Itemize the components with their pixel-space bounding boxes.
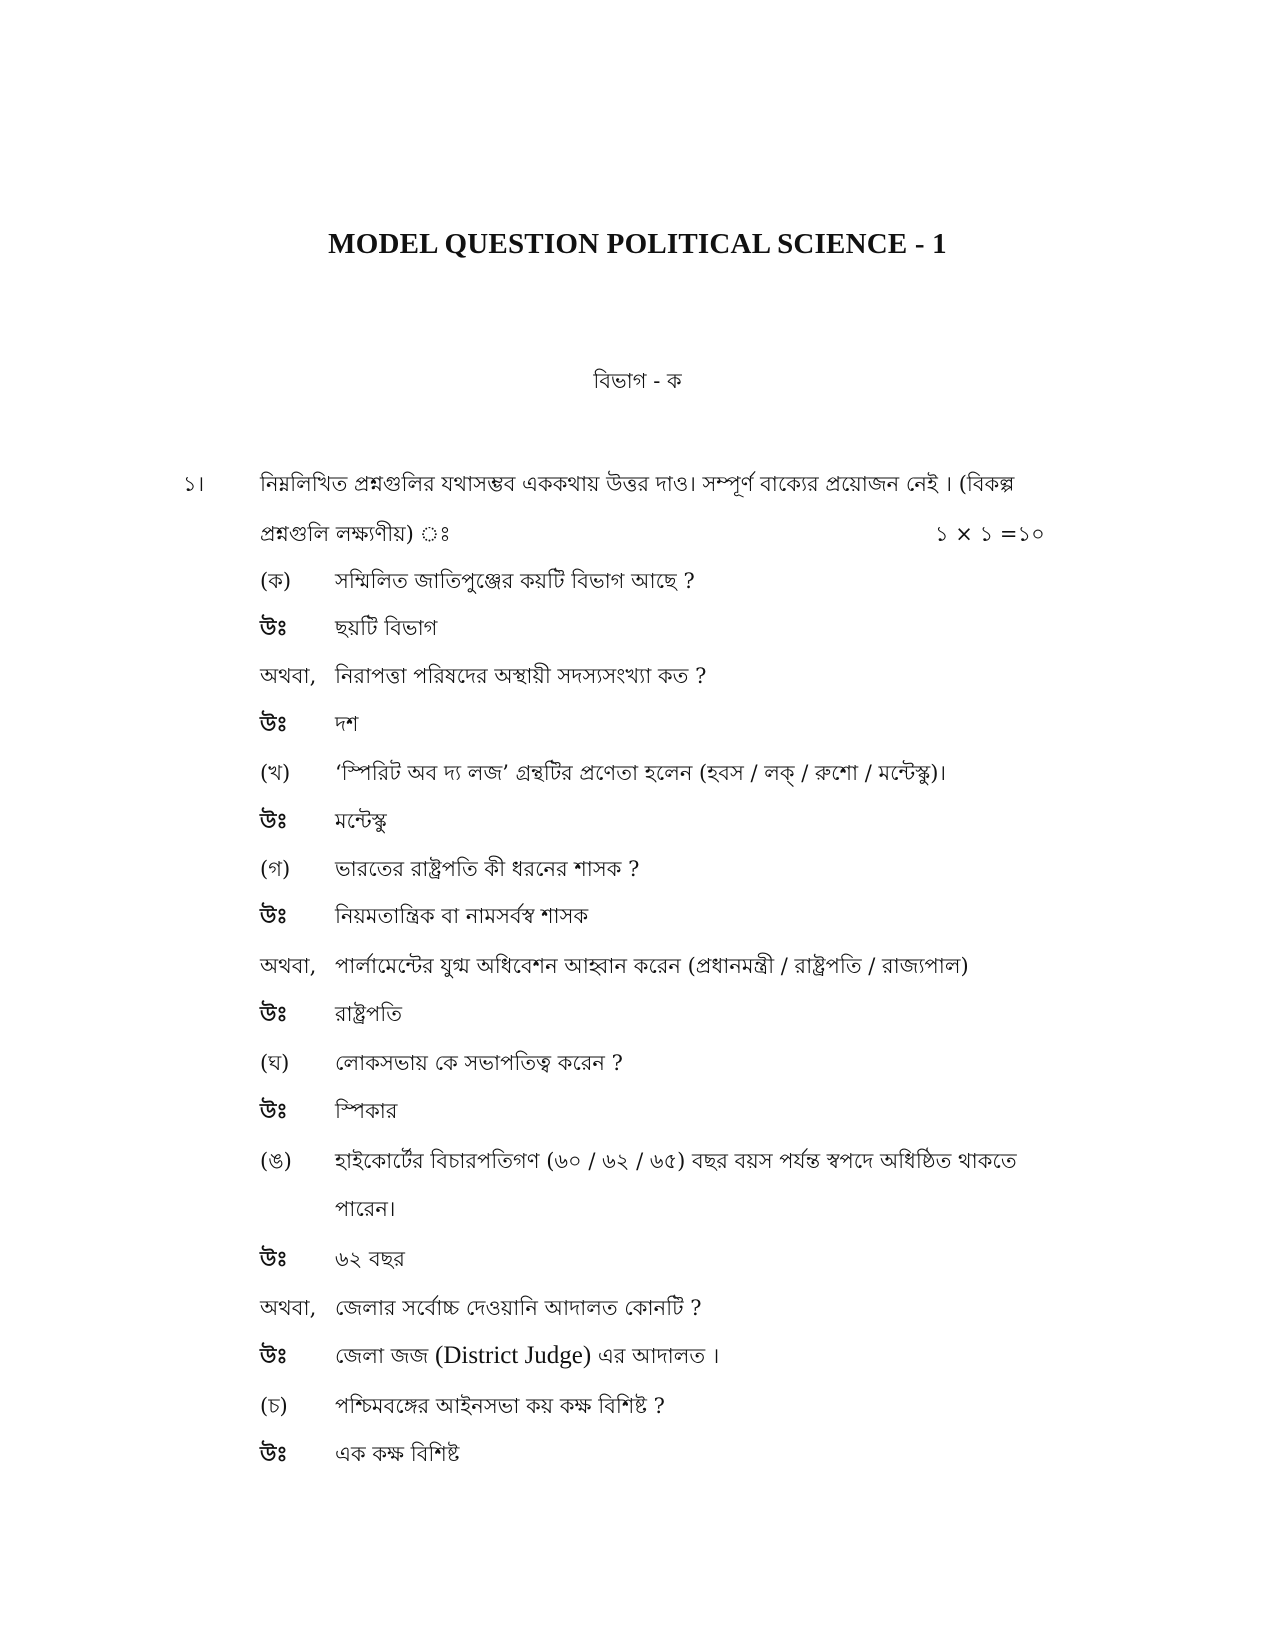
sub-question: [260, 565, 1060, 605]
item-text: সম্মিলিত জাতিপুঞ্জের কয়টি বিভাগ আছে ?: [335, 569, 695, 593]
answer-label: উঃ: [260, 1098, 288, 1123]
answer-label: উঃ: [260, 808, 288, 833]
answer-text: ছয়টি বিভাগ: [335, 616, 438, 640]
answer-text: নিয়মতান্ত্রিক বা নামসর্বস্ব শাসক: [335, 904, 589, 928]
answer-label: উঃ: [260, 615, 288, 640]
item-label: (ঙ): [260, 1149, 292, 1173]
answer-text: ৬২ বছর: [335, 1247, 405, 1271]
answer: [260, 1438, 1060, 1478]
answer: [260, 1095, 1060, 1135]
answer: [260, 612, 1060, 652]
answer-text: এক কক্ষ বিশিষ্ট: [335, 1442, 460, 1466]
answer: [260, 998, 1060, 1038]
question-instruction-line1: নিম্নলিখিত প্রশ্নগুলির যথাসম্ভব এককথায় উত্তর দাও। সম্পূর্ণ বাক্যের প্রয়োজন নেই । (বিকল্প: [260, 472, 1015, 496]
item-text: হাইকোর্টের বিচারপতিগণ (৬০ / ৬২ / ৬৫) বছর বয়স পর্যন্ত স্বপদে অধিষ্ঠিত থাকতে: [335, 1149, 1017, 1173]
answer-text: মন্টেস্কু: [335, 809, 387, 833]
item-label: (ক): [260, 569, 292, 593]
item-text: পার্লামেন্টের যুগ্ম অধিবেশন আহ্বান করেন (প্রধানমন্ত্রী / রাষ্ট্রপতি / রাজ্যপাল): [335, 954, 969, 978]
answer-latin-text: (District Judge): [435, 1342, 592, 1369]
answer: [260, 708, 1060, 748]
sub-question: [260, 1390, 1060, 1430]
answer-label: উঃ: [260, 1441, 288, 1466]
answer: [260, 805, 1060, 845]
item-label: (খ): [260, 761, 291, 785]
answer: [260, 1243, 1060, 1283]
question-instruction-line2: প্রশ্নগুলি লক্ষ্যণীয়) ঃ: [260, 522, 451, 546]
alternative-question: [260, 660, 1060, 700]
item-label: (ঘ): [260, 1051, 290, 1075]
section-heading: বিভাগ - ক: [593, 369, 682, 393]
answer-text-part: এর আদালত ।: [597, 1344, 720, 1368]
question-number: ১।: [183, 472, 205, 496]
sub-question: [260, 853, 1060, 893]
sub-question: [260, 1145, 1060, 1185]
item-label: (গ): [260, 857, 291, 881]
answer: [260, 900, 1060, 940]
answer-label: উঃ: [260, 1343, 288, 1368]
marks-allocation: ১ × ১ =১০: [935, 522, 1045, 546]
alternative-label: অথবা,: [260, 1296, 317, 1320]
answer-label: উঃ: [260, 1246, 288, 1271]
item-label: (চ): [260, 1394, 288, 1418]
answer-label: উঃ: [260, 1001, 288, 1026]
alternative-question: [260, 950, 1060, 990]
alternative-question: [260, 1292, 1060, 1332]
page-title: MODEL QUESTION POLITICAL SCIENCE - 1: [328, 228, 947, 260]
item-text: জেলার সর্বোচ্চ দেওয়ানি আদালত কোনটি ?: [335, 1296, 702, 1320]
item-text: ভারতের রাষ্ট্রপতি কী ধরনের শাসক ?: [335, 857, 640, 881]
item-text: লোকসভায় কে সভাপতিত্ব করেন ?: [335, 1051, 623, 1075]
answer-label: উঃ: [260, 903, 288, 928]
item-text: পশ্চিমবঙ্গের আইনসভা কয় কক্ষ বিশিষ্ট ?: [335, 1394, 665, 1418]
answer-text-part: জেলা জজ: [335, 1344, 429, 1368]
answer: [260, 1340, 1060, 1380]
sub-question: [260, 757, 1060, 797]
sub-question: [260, 1047, 1060, 1087]
alternative-label: অথবা,: [260, 664, 317, 688]
answer-text: স্পিকার: [335, 1099, 398, 1123]
answer-text: রাষ্ট্রপতি: [335, 1002, 403, 1026]
item-text: নিরাপত্তা পরিষদের অস্থায়ী সদস্যসংখ্যা কত ?: [335, 664, 707, 688]
item-text: ‘স্পিরিট অব দ্য লজ’ গ্রন্থটির প্রণেতা হলেন (হবস / লক্ / রুশো / মন্টেস্কু)।: [335, 761, 946, 785]
item-text-continuation: পারেন।: [335, 1197, 396, 1221]
answer-text: দশ: [335, 712, 359, 736]
alternative-label: অথবা,: [260, 954, 317, 978]
answer-text: [335, 1340, 719, 1375]
answer-label: উঃ: [260, 711, 288, 736]
